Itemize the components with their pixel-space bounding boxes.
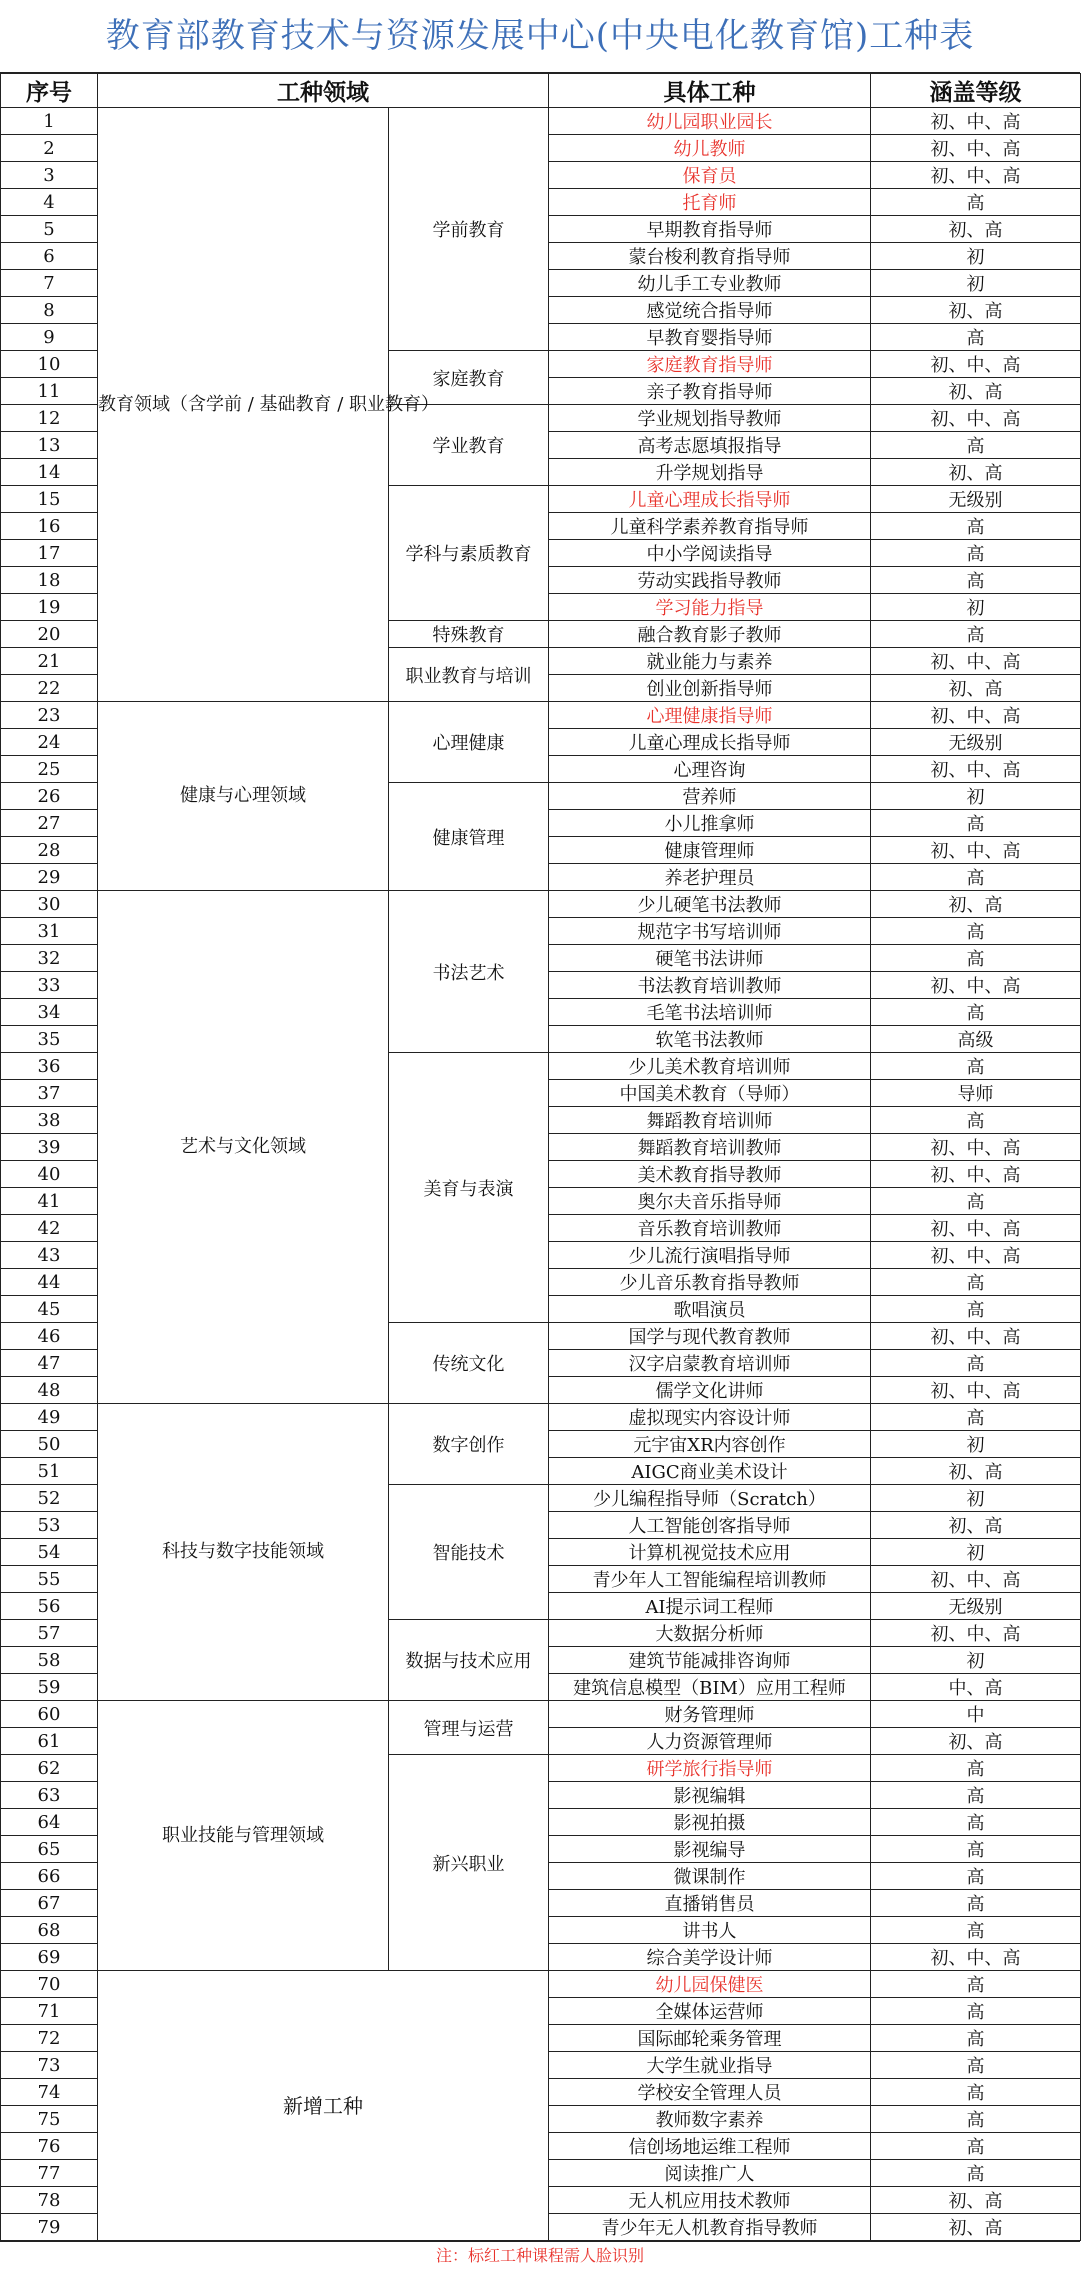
subdomain-cell: 美育与表演 [389, 1053, 549, 1323]
row-number: 4 [1, 189, 98, 216]
level-cell: 高 [871, 945, 1081, 972]
row-number: 45 [1, 1296, 98, 1323]
level-cell: 初、高 [871, 297, 1081, 324]
row-number: 76 [1, 2133, 98, 2160]
row-number: 8 [1, 297, 98, 324]
level-cell: 高 [871, 864, 1081, 891]
row-number: 23 [1, 702, 98, 729]
level-cell: 初、高 [871, 1512, 1081, 1539]
row-number: 9 [1, 324, 98, 351]
page-title: 教育部教育技术与资源发展中心(中央电化教育馆)工种表 [0, 0, 1080, 73]
level-cell: 初、中、高 [871, 1242, 1081, 1269]
job-name: 国际邮轮乘务管理 [549, 2025, 871, 2052]
level-cell: 初、中、高 [871, 1620, 1081, 1647]
row-number: 55 [1, 1566, 98, 1593]
row-number: 6 [1, 243, 98, 270]
job-name: 家庭教育指导师 [549, 351, 871, 378]
level-cell: 初、高 [871, 378, 1081, 405]
level-cell: 高 [871, 1809, 1081, 1836]
job-name: 教师数字素养 [549, 2106, 871, 2133]
row-number: 17 [1, 540, 98, 567]
row-number: 22 [1, 675, 98, 702]
level-cell: 初 [871, 270, 1081, 297]
job-name: 元宇宙XR内容创作 [549, 1431, 871, 1458]
job-name: 规范字书写培训师 [549, 918, 871, 945]
job-name: 亲子教育指导师 [549, 378, 871, 405]
level-cell: 高 [871, 513, 1081, 540]
job-name: 就业能力与素养 [549, 648, 871, 675]
level-cell: 初、高 [871, 1728, 1081, 1755]
job-name: 歌唱演员 [549, 1296, 871, 1323]
row-number: 21 [1, 648, 98, 675]
row-number: 33 [1, 972, 98, 999]
subdomain-cell: 职业教育与培训 [389, 648, 549, 702]
job-name: 创业创新指导师 [549, 675, 871, 702]
row-number: 38 [1, 1107, 98, 1134]
level-cell: 高 [871, 432, 1081, 459]
level-cell: 高级 [871, 1026, 1081, 1053]
subdomain-cell: 数字创作 [389, 1404, 549, 1485]
job-name: 儿童心理成长指导师 [549, 729, 871, 756]
row-number: 19 [1, 594, 98, 621]
header-job: 具体工种 [549, 74, 871, 108]
subdomain-cell: 管理与运营 [389, 1701, 549, 1755]
job-name: 音乐教育培训教师 [549, 1215, 871, 1242]
job-name: 硬笔书法讲师 [549, 945, 871, 972]
domain-cell: 职业技能与管理领域 [98, 1701, 389, 1971]
row-number: 69 [1, 1944, 98, 1971]
row-number: 24 [1, 729, 98, 756]
job-name: AI提示词工程师 [549, 1593, 871, 1620]
level-cell: 高 [871, 2133, 1081, 2160]
header-no: 序号 [1, 74, 98, 108]
row-number: 29 [1, 864, 98, 891]
job-name: 学习能力指导 [549, 594, 871, 621]
job-name: 奥尔夫音乐指导师 [549, 1188, 871, 1215]
job-name: 舞蹈教育培训教师 [549, 1134, 871, 1161]
job-name: 中国美术教育（导师） [549, 1080, 871, 1107]
row-number: 35 [1, 1026, 98, 1053]
row-number: 7 [1, 270, 98, 297]
domain-cell: 健康与心理领域 [98, 702, 389, 891]
level-cell: 初、中、高 [871, 135, 1081, 162]
level-cell: 初、高 [871, 2187, 1081, 2214]
level-cell: 初、中、高 [871, 1215, 1081, 1242]
row-number: 34 [1, 999, 98, 1026]
row-number: 39 [1, 1134, 98, 1161]
level-cell: 高 [871, 1836, 1081, 1863]
row-number: 70 [1, 1971, 98, 1998]
row-number: 54 [1, 1539, 98, 1566]
level-cell: 高 [871, 1107, 1081, 1134]
job-name: 托育师 [549, 189, 871, 216]
subdomain-cell: 学业教育 [389, 405, 549, 486]
level-cell: 初、中、高 [871, 648, 1081, 675]
job-name: 少儿编程指导师（Scratch） [549, 1485, 871, 1512]
job-name: 早期教育指导师 [549, 216, 871, 243]
row-number: 62 [1, 1755, 98, 1782]
row-number: 63 [1, 1782, 98, 1809]
row-number: 51 [1, 1458, 98, 1485]
job-name: 儿童心理成长指导师 [549, 486, 871, 513]
job-name: 财务管理师 [549, 1701, 871, 1728]
level-cell: 高 [871, 189, 1081, 216]
job-name: 建筑节能减排咨询师 [549, 1647, 871, 1674]
subdomain-cell: 学前教育 [389, 108, 549, 351]
job-name: 融合教育影子教师 [549, 621, 871, 648]
row-number: 75 [1, 2106, 98, 2133]
row-number: 48 [1, 1377, 98, 1404]
row-number: 13 [1, 432, 98, 459]
level-cell: 初、高 [871, 459, 1081, 486]
subdomain-cell: 数据与技术应用 [389, 1620, 549, 1701]
row-number: 74 [1, 2079, 98, 2106]
job-name: 高考志愿填报指导 [549, 432, 871, 459]
row-number: 28 [1, 837, 98, 864]
header-domain: 工种领域 [98, 74, 549, 108]
row-number: 20 [1, 621, 98, 648]
level-cell: 高 [871, 1350, 1081, 1377]
level-cell: 高 [871, 324, 1081, 351]
table-row [1, 891, 1081, 918]
job-name: 讲书人 [549, 1917, 871, 1944]
job-name: 幼儿园职业园长 [549, 108, 871, 135]
level-cell: 初、高 [871, 1458, 1081, 1485]
row-number: 57 [1, 1620, 98, 1647]
level-cell: 高 [871, 1755, 1081, 1782]
row-number: 31 [1, 918, 98, 945]
level-cell: 初 [871, 1485, 1081, 1512]
row-number: 68 [1, 1917, 98, 1944]
job-name: 汉字启蒙教育培训师 [549, 1350, 871, 1377]
level-cell: 高 [871, 2106, 1081, 2133]
subdomain-cell: 传统文化 [389, 1323, 549, 1404]
level-cell: 高 [871, 918, 1081, 945]
job-name: 保育员 [549, 162, 871, 189]
job-name: 心理健康指导师 [549, 702, 871, 729]
row-number: 49 [1, 1404, 98, 1431]
level-cell: 高 [871, 1404, 1081, 1431]
row-number: 1 [1, 108, 98, 135]
job-name: 全媒体运营师 [549, 1998, 871, 2025]
job-name: 研学旅行指导师 [549, 1755, 871, 1782]
job-name: 少儿美术教育培训师 [549, 1053, 871, 1080]
row-number: 50 [1, 1431, 98, 1458]
level-cell: 初、中、高 [871, 1323, 1081, 1350]
job-name: 儿童科学素养教育指导师 [549, 513, 871, 540]
job-name: 健康管理师 [549, 837, 871, 864]
level-cell: 中 [871, 1701, 1081, 1728]
job-name: 影视拍摄 [549, 1809, 871, 1836]
job-name: 软笔书法教师 [549, 1026, 871, 1053]
domain-cell: 艺术与文化领域 [98, 891, 389, 1404]
row-number: 10 [1, 351, 98, 378]
domain-cell: 科技与数字技能领域 [98, 1404, 389, 1701]
row-number: 40 [1, 1161, 98, 1188]
row-number: 58 [1, 1647, 98, 1674]
job-name: 建筑信息模型（BIM）应用工程师 [549, 1674, 871, 1701]
row-number: 56 [1, 1593, 98, 1620]
level-cell: 高 [871, 621, 1081, 648]
table-header-row [1, 74, 1081, 108]
level-cell: 初 [871, 1539, 1081, 1566]
row-number: 41 [1, 1188, 98, 1215]
level-cell: 高 [871, 2160, 1081, 2187]
level-cell: 初、中、高 [871, 351, 1081, 378]
job-name: 虚拟现实内容设计师 [549, 1404, 871, 1431]
level-cell: 初、高 [871, 216, 1081, 243]
subdomain-cell: 家庭教育 [389, 351, 549, 405]
job-name: 幼儿园保健医 [549, 1971, 871, 1998]
job-name: 无人机应用技术教师 [549, 2187, 871, 2214]
job-name: 心理咨询 [549, 756, 871, 783]
row-number: 47 [1, 1350, 98, 1377]
job-name: 营养师 [549, 783, 871, 810]
level-cell: 初 [871, 594, 1081, 621]
job-name: 学校安全管理人员 [549, 2079, 871, 2106]
table-row [1, 1404, 1081, 1431]
level-cell: 高 [871, 1917, 1081, 1944]
job-name: 少儿流行演唱指导师 [549, 1242, 871, 1269]
row-number: 25 [1, 756, 98, 783]
level-cell: 高 [871, 1890, 1081, 1917]
table-row [1, 702, 1081, 729]
row-number: 53 [1, 1512, 98, 1539]
job-name: 少儿硬笔书法教师 [549, 891, 871, 918]
footer-note: 注：标红工种课程需人脸识别 [0, 2241, 1080, 2269]
job-name: 书法教育培训教师 [549, 972, 871, 999]
job-name: 信创场地运维工程师 [549, 2133, 871, 2160]
level-cell: 初、中、高 [871, 1566, 1081, 1593]
row-number: 71 [1, 1998, 98, 2025]
job-table [0, 73, 1081, 2241]
level-cell: 高 [871, 540, 1081, 567]
level-cell: 初、中、高 [871, 108, 1081, 135]
job-name: 青少年人工智能编程培训教师 [549, 1566, 871, 1593]
table-row [1, 1701, 1081, 1728]
level-cell: 初、中、高 [871, 1161, 1081, 1188]
level-cell: 初、高 [871, 2214, 1081, 2241]
level-cell: 初、中、高 [871, 1944, 1081, 1971]
level-cell: 初 [871, 243, 1081, 270]
level-cell: 高 [871, 1782, 1081, 1809]
level-cell: 初、中、高 [871, 702, 1081, 729]
job-name: 影视编导 [549, 1836, 871, 1863]
row-number: 26 [1, 783, 98, 810]
job-name: 中小学阅读指导 [549, 540, 871, 567]
row-number: 64 [1, 1809, 98, 1836]
job-name: 儒学文化讲师 [549, 1377, 871, 1404]
job-name: 幼儿手工专业教师 [549, 270, 871, 297]
job-name: 蒙台梭利教育指导师 [549, 243, 871, 270]
level-cell: 高 [871, 810, 1081, 837]
row-number: 66 [1, 1863, 98, 1890]
row-number: 61 [1, 1728, 98, 1755]
row-number: 67 [1, 1890, 98, 1917]
row-number: 46 [1, 1323, 98, 1350]
job-name: 养老护理员 [549, 864, 871, 891]
row-number: 60 [1, 1701, 98, 1728]
row-number: 52 [1, 1485, 98, 1512]
level-cell: 高 [871, 1863, 1081, 1890]
job-name: 青少年无人机教育指导教师 [549, 2214, 871, 2241]
level-cell: 高 [871, 1188, 1081, 1215]
level-cell: 初、中、高 [871, 972, 1081, 999]
row-number: 77 [1, 2160, 98, 2187]
level-cell: 初、中、高 [871, 162, 1081, 189]
job-name: AIGC商业美术设计 [549, 1458, 871, 1485]
level-cell: 高 [871, 1998, 1081, 2025]
row-number: 14 [1, 459, 98, 486]
job-name: 影视编辑 [549, 1782, 871, 1809]
level-cell: 初 [871, 1647, 1081, 1674]
domain-cell: 教育领域（含学前 / 基础教育 / 职业教育） [98, 108, 389, 702]
level-cell: 高 [871, 1053, 1081, 1080]
job-name: 大学生就业指导 [549, 2052, 871, 2079]
level-cell: 无级别 [871, 729, 1081, 756]
job-name: 升学规划指导 [549, 459, 871, 486]
level-cell: 高 [871, 2025, 1081, 2052]
job-name: 人力资源管理师 [549, 1728, 871, 1755]
row-number: 32 [1, 945, 98, 972]
job-name: 阅读推广人 [549, 2160, 871, 2187]
row-number: 59 [1, 1674, 98, 1701]
job-name: 大数据分析师 [549, 1620, 871, 1647]
row-number: 78 [1, 2187, 98, 2214]
job-name: 早教育婴指导师 [549, 324, 871, 351]
row-number: 15 [1, 486, 98, 513]
subdomain-cell: 特殊教育 [389, 621, 549, 648]
job-name: 舞蹈教育培训师 [549, 1107, 871, 1134]
level-cell: 高 [871, 567, 1081, 594]
level-cell: 导师 [871, 1080, 1081, 1107]
subdomain-cell: 智能技术 [389, 1485, 549, 1620]
job-name: 学业规划指导教师 [549, 405, 871, 432]
subdomain-cell: 心理健康 [389, 702, 549, 783]
row-number: 72 [1, 2025, 98, 2052]
row-number: 12 [1, 405, 98, 432]
level-cell: 初、中、高 [871, 1377, 1081, 1404]
row-number: 5 [1, 216, 98, 243]
level-cell: 高 [871, 1269, 1081, 1296]
job-name: 计算机视觉技术应用 [549, 1539, 871, 1566]
level-cell: 高 [871, 1296, 1081, 1323]
job-name: 微课制作 [549, 1863, 871, 1890]
job-name: 人工智能创客指导师 [549, 1512, 871, 1539]
level-cell: 高 [871, 999, 1081, 1026]
row-number: 43 [1, 1242, 98, 1269]
row-number: 27 [1, 810, 98, 837]
subdomain-cell: 学科与素质教育 [389, 486, 549, 621]
row-number: 79 [1, 2214, 98, 2241]
job-name: 美术教育指导教师 [549, 1161, 871, 1188]
row-number: 65 [1, 1836, 98, 1863]
domain-cell: 新增工种 [98, 1971, 549, 2241]
job-name: 感觉统合指导师 [549, 297, 871, 324]
level-cell: 初、中、高 [871, 837, 1081, 864]
row-number: 18 [1, 567, 98, 594]
job-name: 幼儿教师 [549, 135, 871, 162]
level-cell: 无级别 [871, 1593, 1081, 1620]
level-cell: 中、高 [871, 1674, 1081, 1701]
row-number: 44 [1, 1269, 98, 1296]
level-cell: 初、中、高 [871, 756, 1081, 783]
row-number: 3 [1, 162, 98, 189]
level-cell: 高 [871, 2079, 1081, 2106]
level-cell: 初、中、高 [871, 1134, 1081, 1161]
row-number: 42 [1, 1215, 98, 1242]
level-cell: 初、中、高 [871, 405, 1081, 432]
table-body [1, 108, 1081, 2241]
subdomain-cell: 书法艺术 [389, 891, 549, 1053]
row-number: 36 [1, 1053, 98, 1080]
level-cell: 无级别 [871, 486, 1081, 513]
job-name: 直播销售员 [549, 1890, 871, 1917]
row-number: 16 [1, 513, 98, 540]
row-number: 37 [1, 1080, 98, 1107]
table-row [1, 1971, 1081, 1998]
level-cell: 初、高 [871, 675, 1081, 702]
job-name: 劳动实践指导教师 [549, 567, 871, 594]
row-number: 30 [1, 891, 98, 918]
job-name: 少儿音乐教育指导教师 [549, 1269, 871, 1296]
job-name: 小儿推拿师 [549, 810, 871, 837]
job-name: 综合美学设计师 [549, 1944, 871, 1971]
job-name: 毛笔书法培训师 [549, 999, 871, 1026]
header-level: 涵盖等级 [871, 74, 1081, 108]
level-cell: 初 [871, 1431, 1081, 1458]
subdomain-cell: 健康管理 [389, 783, 549, 891]
job-name: 国学与现代教育教师 [549, 1323, 871, 1350]
row-number: 2 [1, 135, 98, 162]
row-number: 73 [1, 2052, 98, 2079]
table-row [1, 108, 1081, 135]
level-cell: 高 [871, 1971, 1081, 1998]
level-cell: 高 [871, 2052, 1081, 2079]
level-cell: 初 [871, 783, 1081, 810]
level-cell: 初、高 [871, 891, 1081, 918]
row-number: 11 [1, 378, 98, 405]
subdomain-cell: 新兴职业 [389, 1755, 549, 1971]
